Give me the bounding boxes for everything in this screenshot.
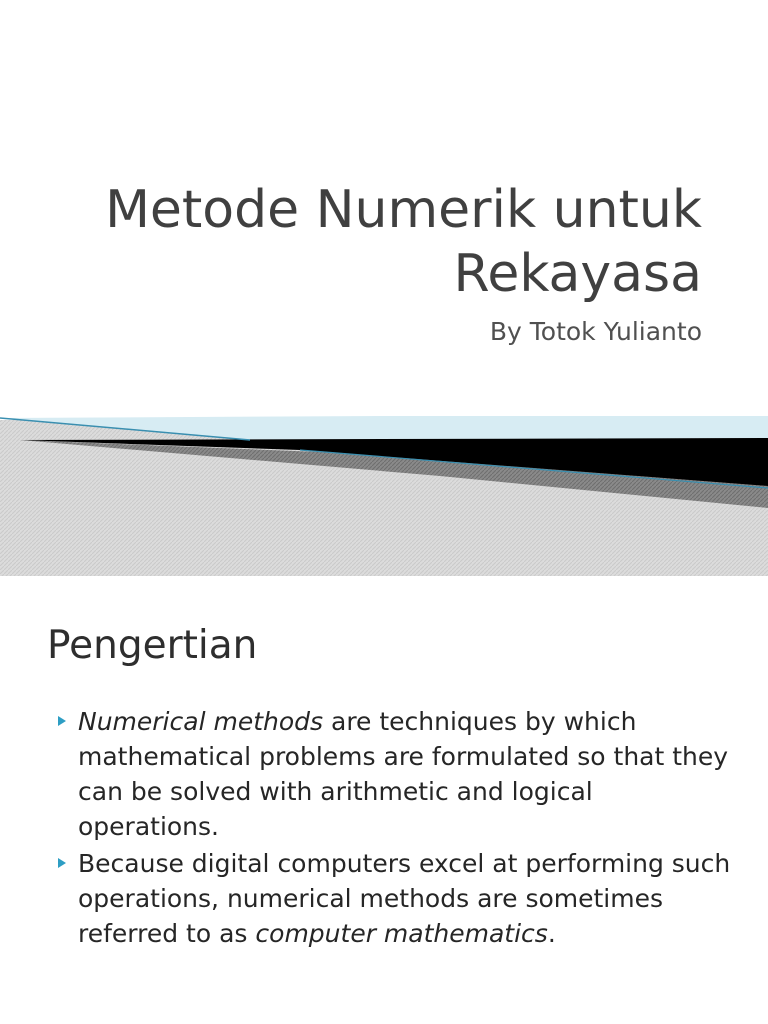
white-top: [0, 410, 768, 416]
bullet-item: [48, 704, 738, 844]
bullet-item: [48, 846, 738, 951]
slide-title-line-1: Metode Numerik untuk: [105, 180, 702, 240]
bullet-emphasis: computer mathematics: [255, 919, 548, 948]
bullet-text: are techniques by which mathematical problems are formulated so that they can be solved with arithmetic and logical operations.: [78, 707, 729, 841]
triangle-bullet-icon: [58, 716, 66, 726]
slide-title-line-2: Rekayasa: [453, 244, 702, 304]
slide-subtitle: By Totok Yulianto: [489, 317, 702, 346]
bullet-list: [48, 704, 738, 953]
slide-title: [105, 178, 702, 306]
bullet-tail: .: [547, 919, 556, 948]
triangle-bullet-icon: [58, 858, 66, 868]
bullet-emphasis: Numerical methods: [78, 707, 324, 736]
bullet-text: Because digital computers excel at performing such operations, numerical methods are sometimes referred to as: [78, 849, 731, 948]
title-block: [105, 178, 702, 348]
section-title: Pengertian: [47, 623, 258, 668]
decorative-stripes: [0, 410, 768, 576]
